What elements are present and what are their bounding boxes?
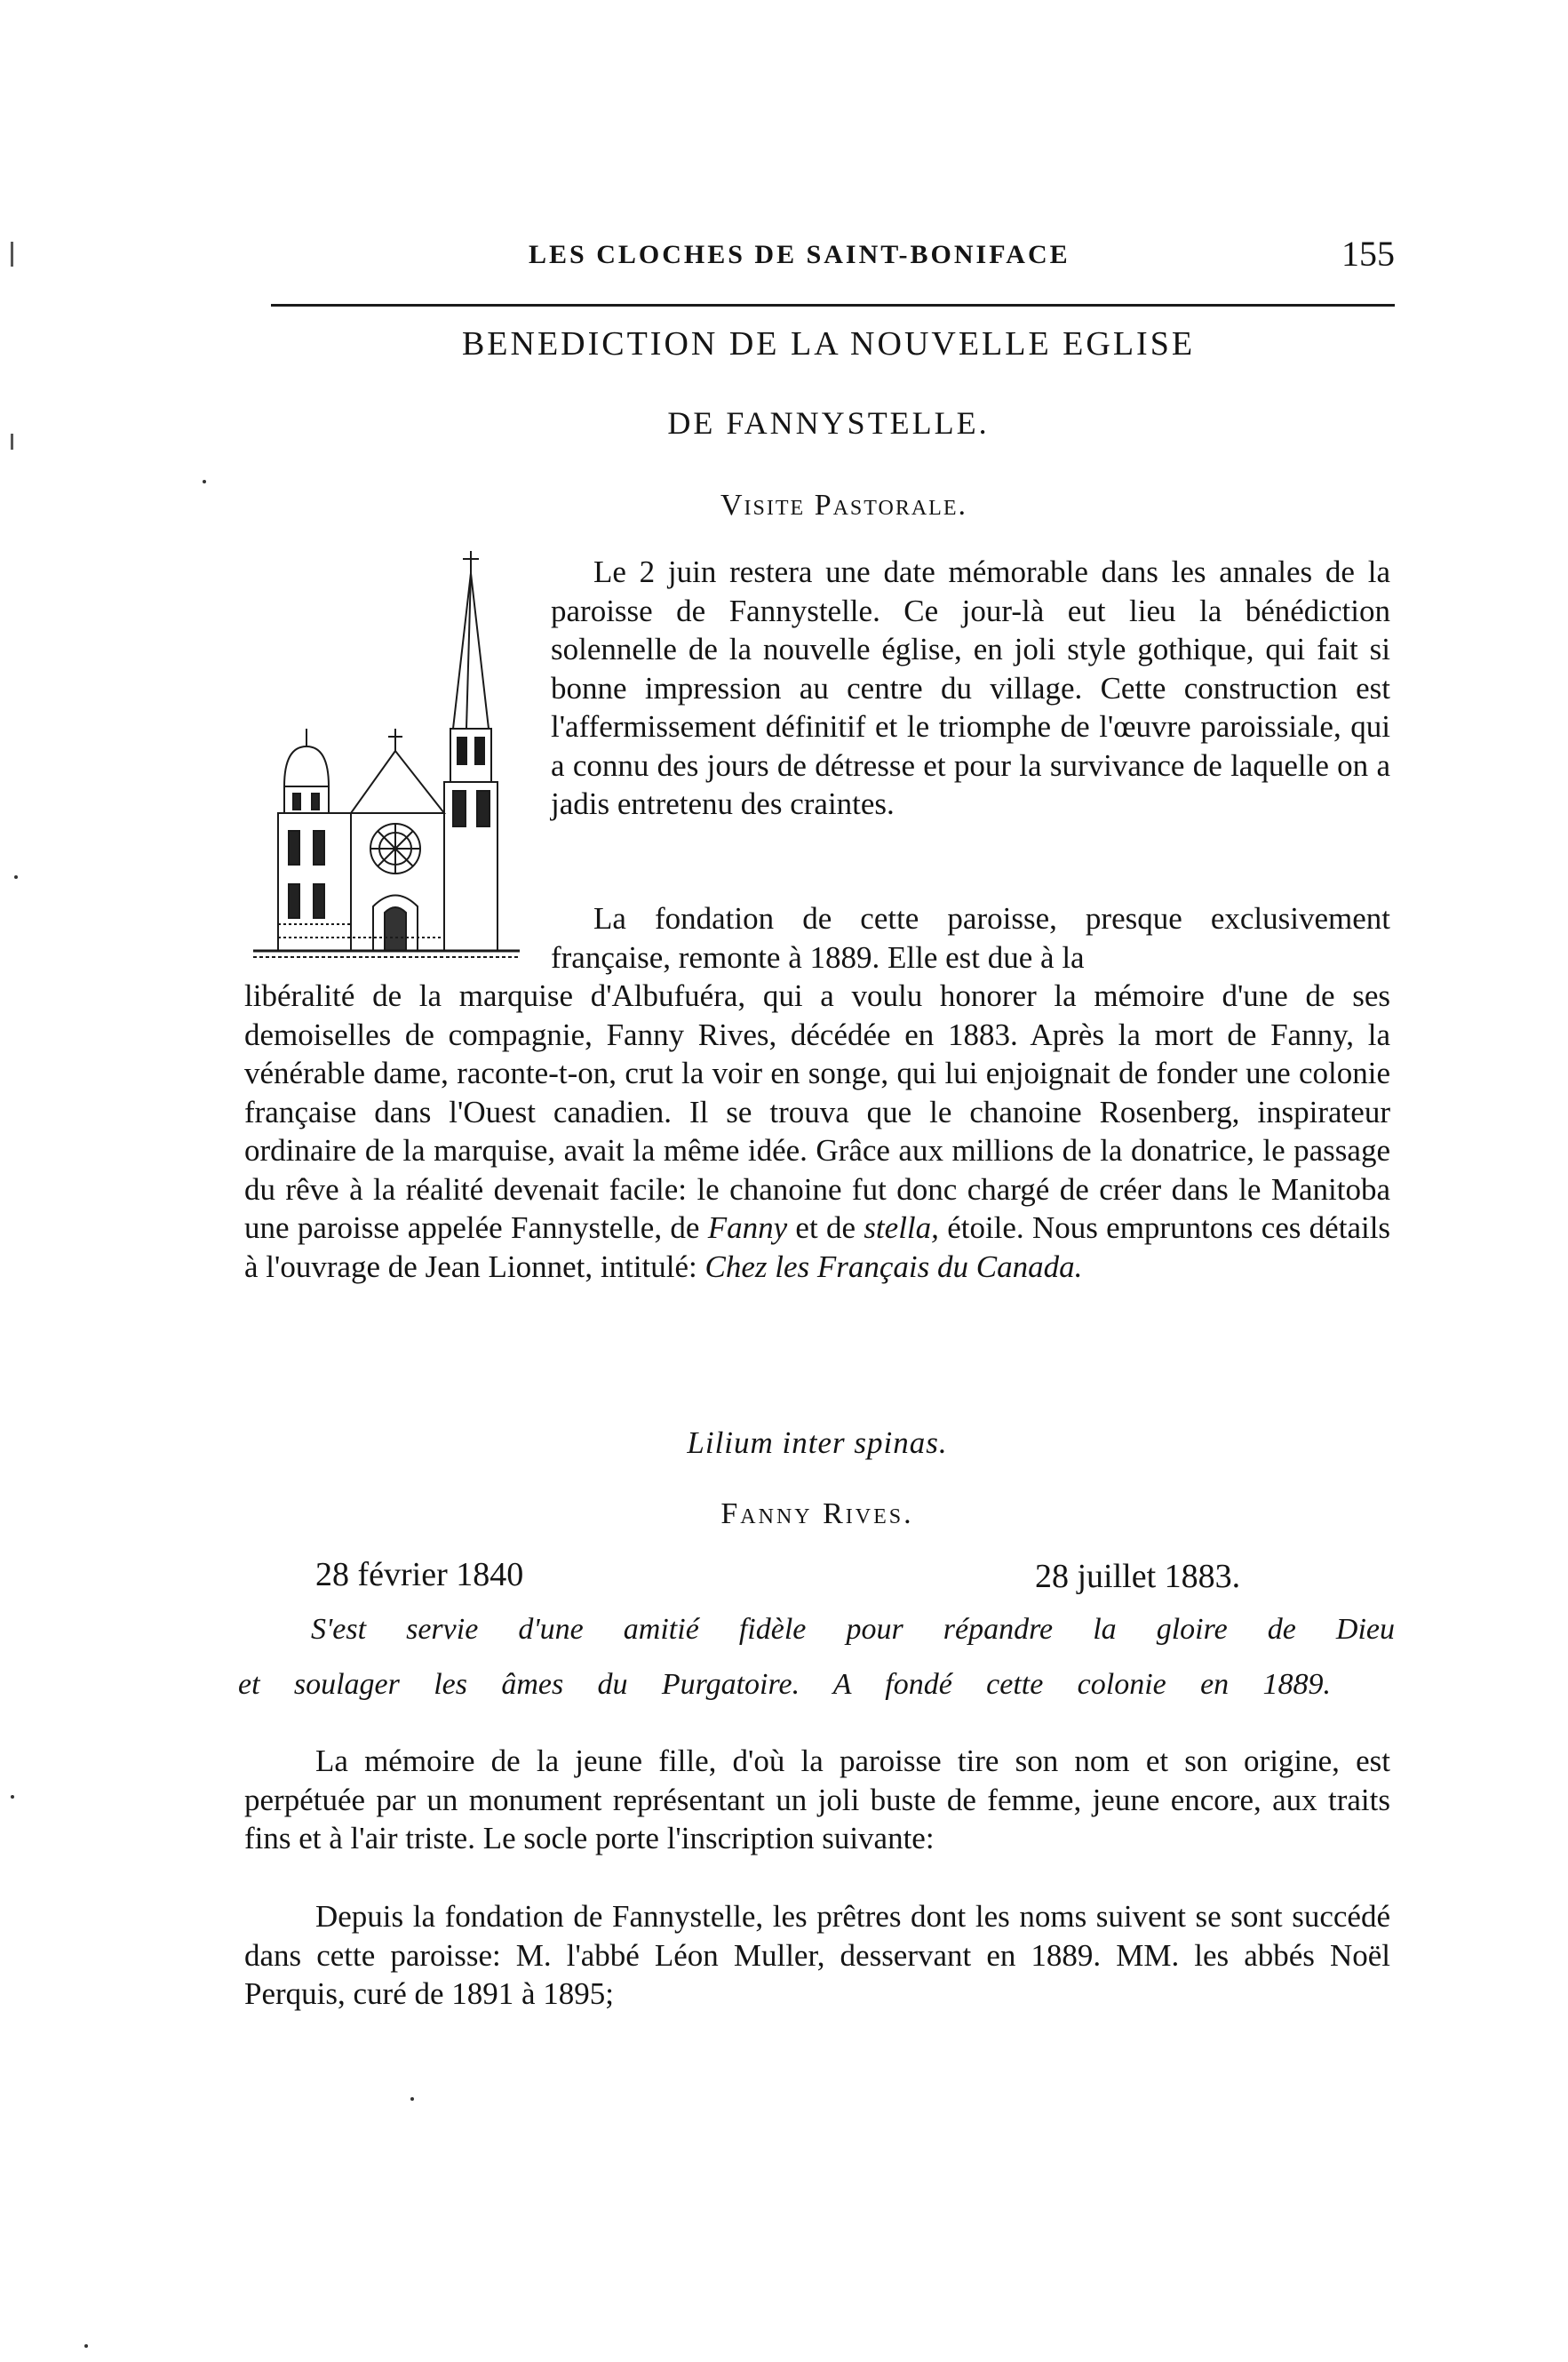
scan-speck xyxy=(14,875,18,879)
paragraph-2-text-after: étoile. Nous empruntons ces détails à l'ouvrage de Jean Lionnet, intitulé: xyxy=(244,1210,1391,1284)
section-subtitle: Visite Pastorale. xyxy=(720,489,967,522)
page-number: 155 xyxy=(1341,234,1395,274)
paragraph-3: La mémoire de la jeune fille, d'où la paroisse tire son nom et son origine, est perpétuée par un monument représentant un joli buste de femme, jeune encore, aux traits fins et à l'air triste. Le socle porte l'inscription suivante: xyxy=(244,1744,1390,1855)
paragraph-2-italic-fanny: Fanny xyxy=(707,1210,788,1245)
scan-edge-mark xyxy=(11,242,13,267)
paragraph-2-text: libéralité de la marquise d'Albufuéra, qui a voulu honorer la mémoire d'une de ses demoiselles de compagnie, Fanny Rives, décédée en 1883. Après la mort de Fanny, la vénérable dame, raconte-t-on, crut la voir en songe, qui lui enjoignait de fonder une colonie française dans l'Ouest canadien. Il se trouva que le chanoine Rosenberg, inspirateur ordinaire de la marquise, avait la même idée. Grâce aux millions de la donatrice, le passage du rêve à la réalité devenait facile: le chanoine fut donc chargé de créer dans le Manitoba une paroisse appelée Fannystelle, de xyxy=(244,978,1390,1245)
inscription-epitaph-line2: et soulager les âmes du Purgatoire. A fondé cette colonie en 1889. xyxy=(238,1668,1331,1701)
running-header xyxy=(271,233,1395,286)
church-illustration xyxy=(253,547,520,964)
paragraph-1: Le 2 juin restera une date mémorable dans les annales de la paroisse de Fannystelle. Ce jour-là eut lieu la bénédiction solennelle de la nouvelle église, en joli style gothique, qui fait si bonne impression au centre du village. Cette construction est l'affermissement définitif et le triomphe de l'œuvre paroissiale, qui a connu des jours de détresse et pour la survivance de laquelle on a jadis entretenu des craintes. xyxy=(551,555,1390,821)
inscription-birth-date: 28 février 1840 xyxy=(315,1556,524,1593)
paragraph-4: Depuis la fondation de Fannystelle, les prêtres dont les noms suivent se sont succédé dans cette paroisse: M. l'abbé Léon Muller, desservant en 1889. MM. les abbés Noël Perquis, curé de 1891 à 1895; xyxy=(244,1899,1390,2011)
book-title-citation: Chez les Français du Canada. xyxy=(704,1249,1083,1284)
paragraph-2-intro: La fondation de cette paroisse, presque exclusivement française, remonte à 1889. Elle est due à la xyxy=(551,901,1390,975)
scan-speck xyxy=(84,2344,88,2348)
paragraph-2-text-mid: et de xyxy=(795,1210,856,1245)
inscription-motto: Lilium inter spinas. xyxy=(687,1425,948,1460)
scan-edge-mark xyxy=(11,434,13,450)
inscription-name: Fanny Rives. xyxy=(720,1497,914,1530)
inscription-death-date: 28 juillet 1883. xyxy=(1035,1558,1241,1595)
paragraph-2-italic-stella: stella, xyxy=(864,1210,939,1245)
paragraph-2-body xyxy=(244,977,1390,1286)
article-title-line2: DE FANNYSTELLE. xyxy=(667,405,990,441)
inscription-epitaph-line1: S'est servie d'une amitié fidèle pour répandre la gloire de Dieu xyxy=(311,1613,1395,1646)
running-title: LES CLOCHES DE SAINT-BONIFACE xyxy=(529,240,1071,269)
scan-speck xyxy=(203,480,206,483)
scan-speck xyxy=(11,1795,14,1799)
header-rule xyxy=(271,304,1395,307)
article-title-line1: BENEDICTION DE LA NOUVELLE EGLISE xyxy=(461,325,1196,363)
scan-speck xyxy=(410,2097,414,2101)
